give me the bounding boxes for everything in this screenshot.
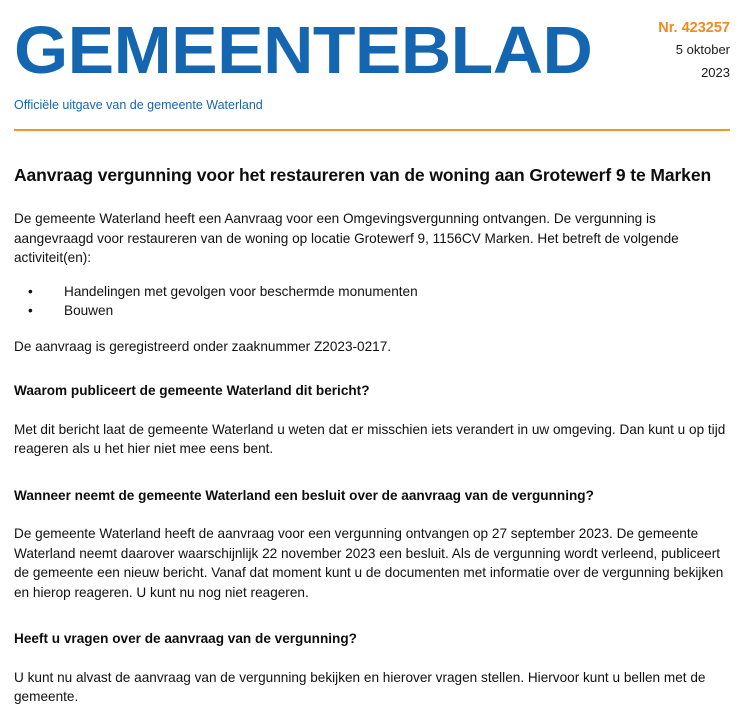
- article-body: [0, 161, 744, 707]
- publication-logo-title: GEMEENTEBLAD: [14, 13, 593, 88]
- masthead-divider: [14, 129, 730, 131]
- publication-number: Nr. 423257: [658, 20, 730, 36]
- publication-year: 2023: [701, 65, 730, 80]
- activities-list: [14, 282, 730, 321]
- list-item: [14, 282, 730, 302]
- publication-subtitle: Officiële uitgave van de gemeente Waterland: [14, 98, 263, 112]
- list-item-label: Handelingen met gevolgen voor beschermde monumenten: [64, 283, 418, 299]
- section-body-questions: U kunt nu alvast de aanvraag van de vergunning bekijken en hierover vragen stellen. Hiervoor kunt u bellen met de gemeente.: [14, 669, 706, 704]
- masthead: [0, 0, 744, 131]
- section-heading-decision-timing: Wanneer neemt de gemeente Waterland een besluit over de aanvraag van de vergunning?: [14, 487, 594, 503]
- intro-paragraph: De gemeente Waterland heeft een Aanvraag voor een Omgevingsvergunning ontvangen. De vergunning is aangevraagd voor restaureren van de woning op locatie Grotewerf 9, 1156CV Marken. Het betreft de volgende activiteit(en):: [14, 211, 679, 265]
- publication-date: 5 oktober: [675, 42, 730, 57]
- case-number-paragraph: De aanvraag is geregistreerd onder zaaknummer Z2023-0217.: [14, 338, 392, 354]
- bullet-icon: •: [28, 283, 33, 299]
- page-title: Aanvraag vergunning voor het restaureren van de woning aan Grotewerf 9 te Marken: [14, 165, 712, 185]
- list-item-label: Bouwen: [64, 303, 114, 318]
- section-body-why-published: Met dit bericht laat de gemeente Waterland u weten dat er misschien iets verandert in uw omgeving. Dan kunt u op tijd reageren als u het hier niet mee eens bent.: [14, 421, 726, 456]
- section-heading-why-published: Waarom publiceert de gemeente Waterland dit bericht?: [14, 383, 370, 398]
- list-item: [14, 301, 730, 321]
- masthead-inner: [14, 0, 730, 113]
- brand-block: [14, 0, 593, 113]
- publication-meta: [610, 0, 730, 84]
- section-heading-questions: Heeft u vragen over de aanvraag van de vergunning?: [14, 631, 357, 646]
- section-body-decision-timing: De gemeente Waterland heeft de aanvraag voor een vergunning ontvangen op 27 september 2023. De gemeente Waterland neemt daarover waarschijnlijk 22 november 2023 een besluit. Als de vergunning wordt verleend, publiceert de gemeente een nieuw bericht. Vanaf dat moment kunt u de documenten met informatie over de vergunning bekijken en hierop reageren. U kunt nu nog niet reageren.: [14, 526, 724, 600]
- bullet-icon: •: [28, 303, 33, 318]
